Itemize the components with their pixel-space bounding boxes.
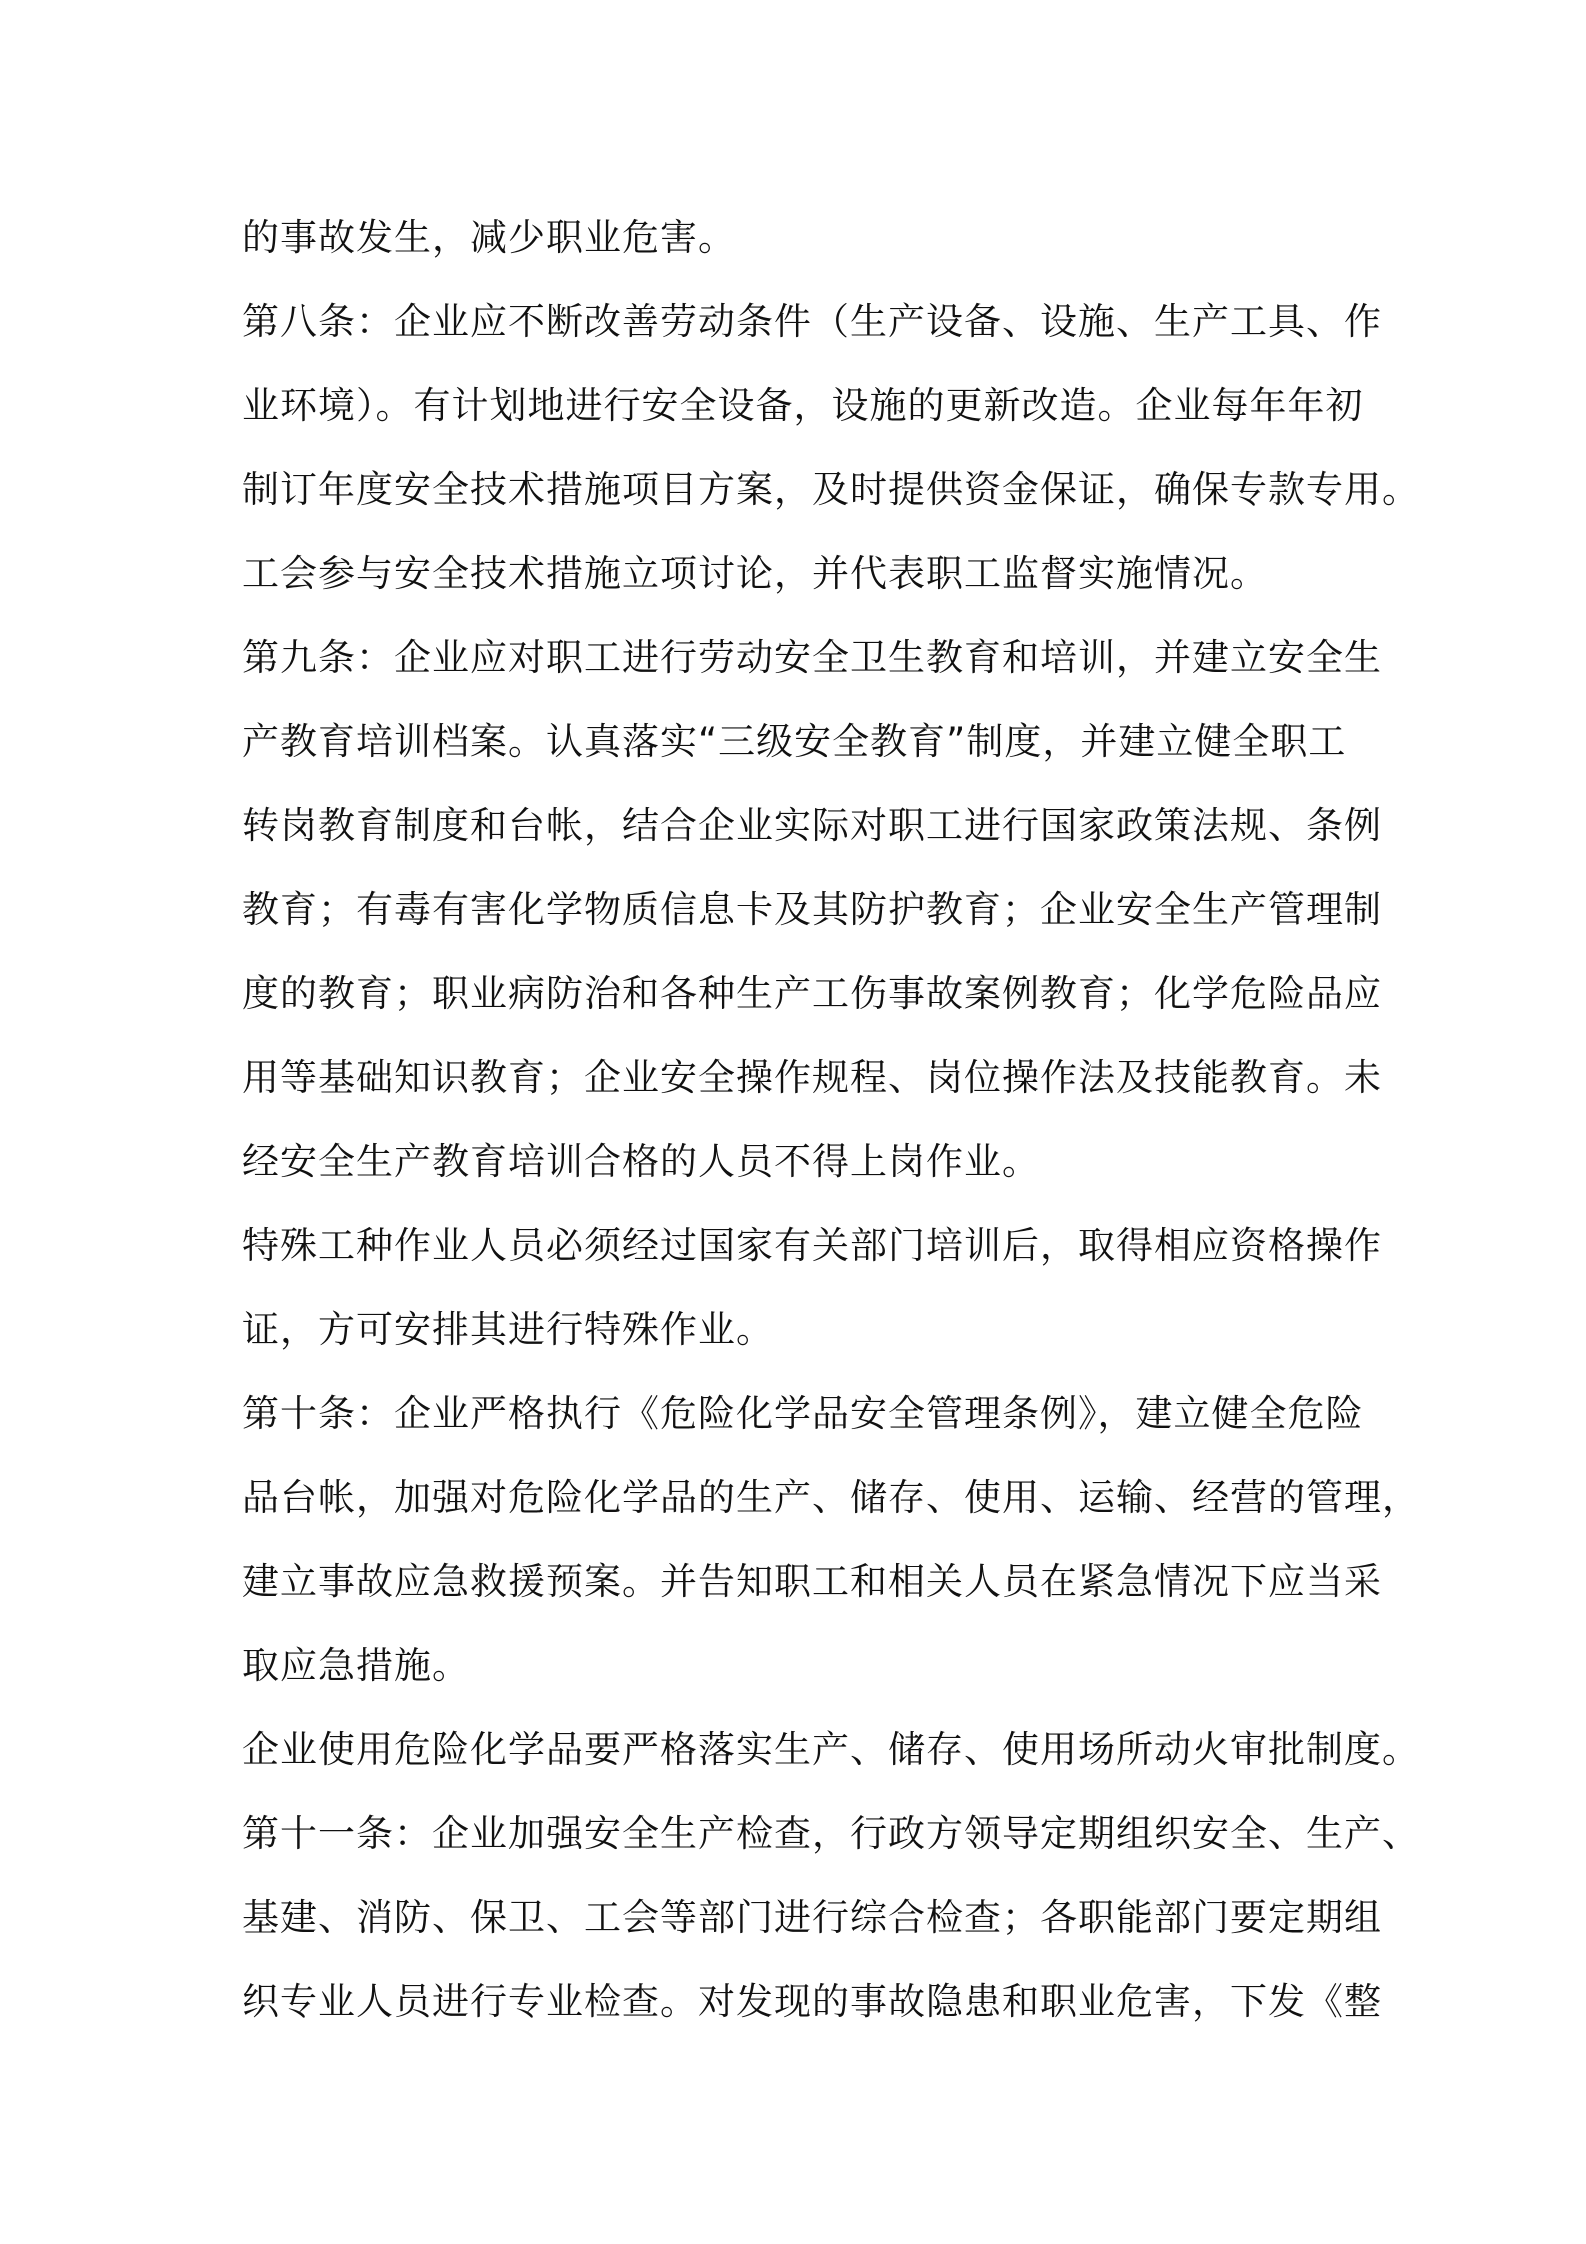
text-line: 基建、消防、保卫、工会等部门进行综合检查；各职能部门要定期组 [242, 1896, 1382, 1939]
text-line: 第八条：企业应不断改善劳动条件（生产设备、设施、生产工具、作 [242, 300, 1382, 343]
text-line: 企业使用危险化学品要严格落实生产、储存、使用场所动火审批制度。 [242, 1728, 1420, 1771]
text-line: 度的教育；职业病防治和各种生产工伤事故案例教育；化学危险品应 [242, 972, 1382, 1015]
text-line: 第十一条：企业加强安全生产检查，行政方领导定期组织安全、生产、 [242, 1812, 1420, 1855]
text-line: 证，方可安排其进行特殊作业。 [242, 1308, 774, 1351]
text-line: 建立事故应急救援预案。并告知职工和相关人员在紧急情况下应当采 [242, 1560, 1382, 1603]
text-line: 特殊工种作业人员必须经过国家有关部门培训后，取得相应资格操作 [242, 1224, 1382, 1267]
text-line: 用等基础知识教育；企业安全操作规程、岗位操作法及技能教育。未 [242, 1056, 1382, 1099]
text-line: 教育；有毒有害化学物质信息卡及其防护教育；企业安全生产管理制 [242, 888, 1382, 931]
text-line: 的事故发生，减少职业危害。 [242, 216, 736, 259]
text-line: 第十条：企业严格执行《危险化学品安全管理条例》，建立健全危险 [242, 1392, 1364, 1435]
text-line: 业环境）。有计划地进行安全设备，设施的更新改造。企业每年年初 [242, 384, 1364, 427]
document-body [242, 196, 1420, 2044]
text-line: 第九条：企业应对职工进行劳动安全卫生教育和培训，并建立安全生 [242, 636, 1382, 679]
text-line: 转岗教育制度和台帐，结合企业实际对职工进行国家政策法规、条例 [242, 804, 1382, 847]
text-line: 经安全生产教育培训合格的人员不得上岗作业。 [242, 1140, 1040, 1183]
text-line: 制订年度安全技术措施项目方案，及时提供资金保证，确保专款专用。 [242, 468, 1420, 511]
text-line: 取应急措施。 [242, 1644, 470, 1687]
text-line: 工会参与安全技术措施立项讨论，并代表职工监督实施情况。 [242, 552, 1268, 595]
text-line: 织专业人员进行专业检查。对发现的事故隐患和职业危害，下发《整 [242, 1980, 1382, 2023]
text-line: 产教育培训档案。认真落实“三级安全教育”制度，并建立健全职工 [242, 720, 1347, 763]
text-line: 品台帐，加强对危险化学品的生产、储存、使用、运输、经营的管理， [242, 1476, 1420, 1519]
